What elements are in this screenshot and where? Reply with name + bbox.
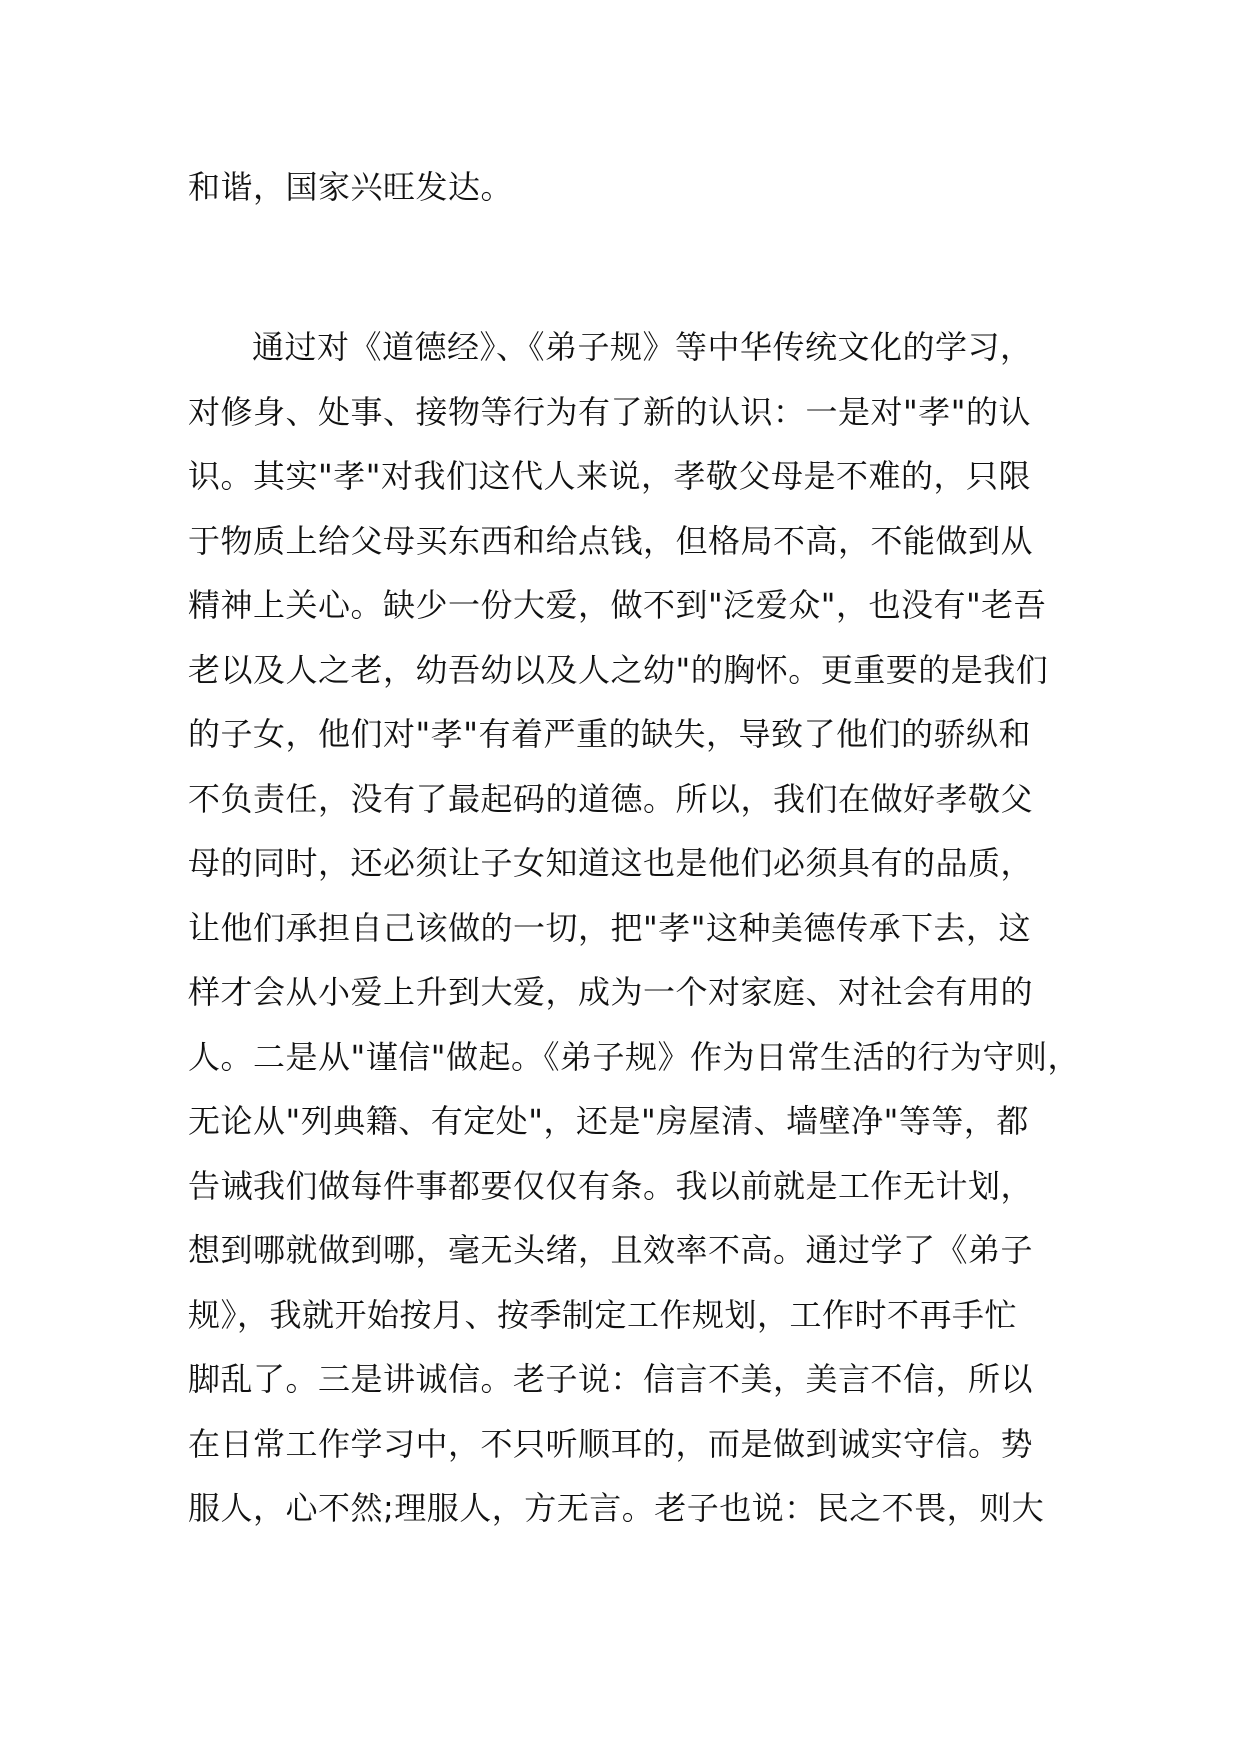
paragraph-line: 人。二是从"谨信"做起。《弟子规》作为日常生活的行为守则， bbox=[188, 1037, 1080, 1076]
paragraph-line: 无论从"列典籍、有定处"，还是"房屋清、墙壁净"等等，都 bbox=[188, 1102, 1029, 1140]
paragraph-line: 和谐，国家兴旺发达。 bbox=[188, 168, 514, 206]
paragraph-line: 在日常工作学习中，不只听顺耳的，而是做到诚实守信。势 bbox=[188, 1424, 1034, 1463]
paragraph-line: 于物质上给父母买东西和给点钱，但格局不高，不能做到从 bbox=[188, 521, 1034, 560]
paragraph-line: 老以及人之老，幼吾幼以及人之幼"的胸怀。更重要的是我们 bbox=[188, 650, 1049, 689]
paragraph-line: 识。其实"孝"对我们这代人来说，孝敬父母是不难的，只限 bbox=[188, 457, 1031, 495]
main-paragraph bbox=[188, 315, 1080, 1541]
paragraph-line: 让他们承担自己该做的一切，把"孝"这种美德传承下去，这 bbox=[188, 908, 1031, 947]
paragraph-line: 通过对《道德经》、《弟子规》等中华传统文化的学习， bbox=[252, 328, 1033, 366]
paragraph-line: 想到哪就做到哪，毫无头绪，且效率不高。通过学了《弟子 bbox=[188, 1231, 1034, 1269]
paragraph-line: 对修身、处事、接物等行为有了新的认识：一是对"孝"的认 bbox=[188, 392, 1031, 431]
paragraph-line: 规》，我就开始按月、按季制定工作规划，工作时不再手忙 bbox=[188, 1295, 1018, 1334]
paragraph-line: 告诫我们做每件事都要仅仅有条。我以前就是工作无计划， bbox=[188, 1166, 1034, 1205]
paragraph-line: 不负责任，没有了最起码的道德。所以，我们在做好孝敬父 bbox=[188, 779, 1034, 818]
paragraph-line: 服人，心不然;理服人，方无言。老子也说：民之不畏，则大 bbox=[188, 1489, 1045, 1527]
paragraph-line: 脚乱了。三是讲诚信。老子说：信言不美，美言不信，所以 bbox=[188, 1360, 1034, 1398]
paragraph-line: 样才会从小爱上升到大爱，成为一个对家庭、对社会有用的 bbox=[188, 973, 1034, 1011]
paragraph-line: 母的同时，还必须让子女知道这也是他们必须具有的品质， bbox=[188, 844, 1034, 882]
paragraph-line: 精神上关心。缺少一份大爱，做不到"泛爱众"，也没有"老吾 bbox=[188, 586, 1047, 624]
paragraph-continuation bbox=[188, 155, 1058, 220]
paragraph-line: 的子女，他们对"孝"有着严重的缺失，导致了他们的骄纵和 bbox=[188, 715, 1031, 753]
